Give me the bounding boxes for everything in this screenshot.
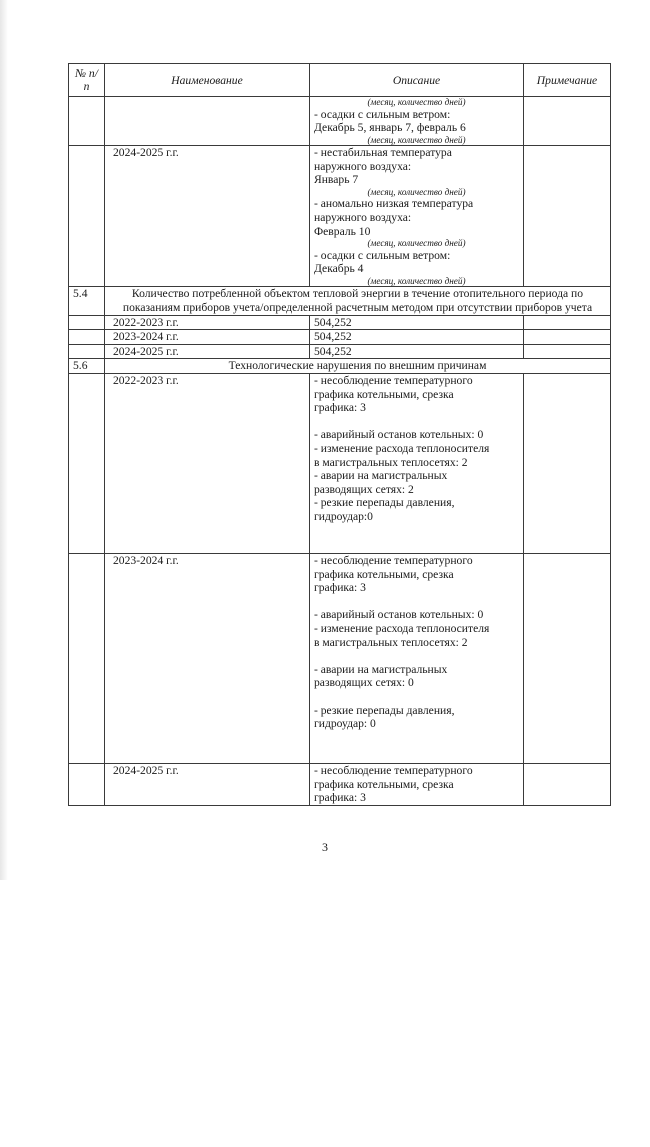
description-line: - осадки с сильным ветром: (314, 107, 451, 121)
description-line: - аварии на магистральных (314, 469, 448, 483)
description-line: - несоблюдение температурного (314, 764, 473, 777)
description-line: в магистральных теплосетях: 2 (314, 635, 468, 649)
header-name: Наименование (105, 64, 310, 97)
header-note: Примечание (524, 64, 611, 97)
header-description: Описание (310, 64, 524, 97)
note-caption: (месяц, количество дней) (367, 238, 466, 249)
description-line: Декабрь 5, январь 7, февраль 6 (314, 121, 466, 135)
table-row (69, 146, 611, 287)
section-title: Количество потребленной объектом тепловой энергии в течение отопительного периода по показаниям приборов учета/определенной расчетным методом при отсутствии приборов учета (105, 287, 611, 315)
description-line: - аварии на магистральных (314, 662, 448, 676)
year-cell: 2024-2025 г.г. (105, 146, 310, 287)
table-row (69, 330, 611, 345)
description-line: графика: 3 (314, 791, 366, 805)
description-line: - осадки с сильным ветром: (314, 248, 451, 262)
description-line: графика котельными, срезка (314, 387, 454, 401)
value-cell: 504,252 (310, 330, 524, 345)
table-row (69, 315, 611, 330)
description-line: - аварийный останов котельных: 0 (314, 608, 484, 622)
section-number: 5.4 (69, 287, 105, 315)
description-line: наружного воздуха: (314, 211, 412, 225)
table-row (69, 97, 611, 146)
section-row (69, 287, 611, 315)
note-caption: (месяц, количество дней) (367, 275, 466, 286)
description-line: - резкие перепады давления, (314, 496, 455, 510)
description-line: - изменение расхода теплоносителя (314, 621, 490, 635)
section-row (69, 359, 611, 374)
section-number: 5.6 (69, 359, 105, 374)
table-row (69, 374, 611, 554)
scan-edge-shadow (0, 0, 8, 880)
table-row (69, 554, 611, 764)
table-header-row (69, 64, 611, 97)
year-cell: 2022-2023 г.г. (105, 315, 310, 330)
year-cell: 2022-2023 г.г. (105, 374, 310, 554)
year-cell: 2023-2024 г.г. (105, 330, 310, 345)
description-line: Январь 7 (314, 173, 359, 187)
description-line: гидроудар:0 (314, 509, 373, 523)
description-line: графика котельными, срезка (314, 567, 454, 581)
description-line: - аномально низкая температура (314, 197, 474, 211)
description-line: разводящих сетях: 0 (314, 676, 414, 690)
year-cell: 2023-2024 г.г. (105, 554, 310, 764)
year-cell: 2024-2025 г.г. (105, 344, 310, 359)
note-caption: (месяц, количество дней) (367, 134, 466, 145)
description-line: гидроудар: 0 (314, 717, 376, 731)
description-line: - изменение расхода теплоносителя (314, 441, 490, 455)
value-cell: 504,252 (310, 344, 524, 359)
description-line: разводящих сетях: 2 (314, 482, 414, 496)
header-num: № п/п (69, 64, 105, 97)
note-caption: (месяц, количество дней) (367, 97, 466, 107)
description-line: - нестабильная температура (314, 146, 452, 160)
description-line: Февраль 10 (314, 224, 371, 238)
description-line: - несоблюдение температурного (314, 374, 473, 387)
page-number: 3 (322, 840, 328, 854)
description-line: графика котельными, срезка (314, 777, 454, 791)
description-line: графика: 3 (314, 581, 366, 595)
description-line: - аварийный останов котельных: 0 (314, 428, 484, 442)
description-line: Декабрь 4 (314, 262, 364, 276)
table-row (69, 764, 611, 806)
note-caption: (месяц, количество дней) (367, 186, 466, 197)
value-cell: 504,252 (310, 315, 524, 330)
description-line: графика: 3 (314, 401, 366, 415)
description-line: в магистральных теплосетях: 2 (314, 455, 468, 469)
description-line: - резкие перепады давления, (314, 703, 455, 717)
section-title: Технологические нарушения по внешним причинам (105, 359, 611, 374)
description-line: наружного воздуха: (314, 159, 412, 173)
year-cell: 2024-2025 г.г. (105, 764, 310, 806)
description-line: - несоблюдение температурного (314, 554, 473, 567)
table-row (69, 344, 611, 359)
report-table (68, 63, 611, 806)
